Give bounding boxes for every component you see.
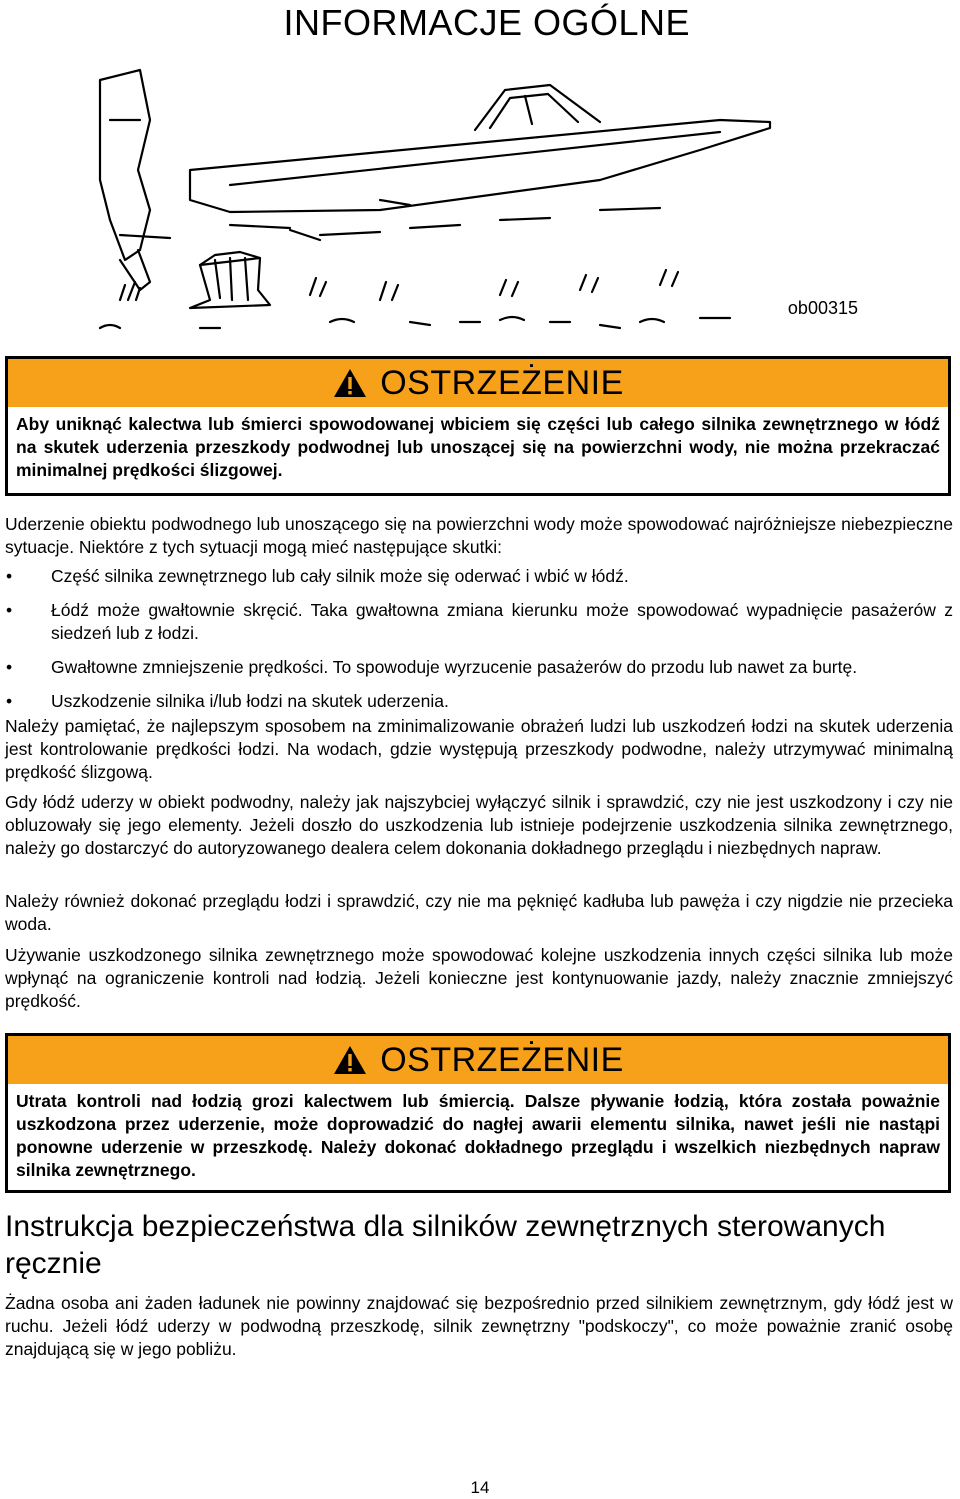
warning-heading: OSTRZEŻENIE	[380, 363, 624, 402]
consequence-list	[5, 565, 953, 724]
paragraph: Należy również dokonać przeglądu łodzi i sprawdzić, czy nie ma pęknięć kadłuba lub pawęża i czy nigdzie nie przecieka woda.	[5, 891, 953, 934]
section-heading: Instrukcja bezpieczeństwa dla silników zewnętrznych sterowanych ręcznie	[5, 1210, 886, 1280]
boat-strike-illustration	[80, 60, 800, 350]
list-item: • Część silnika zewnętrznego lub cały silnik może się oderwać i wbić w łódź.	[5, 565, 953, 588]
page-title: INFORMACJE OGÓLNE	[283, 2, 690, 43]
list-item: • Łódź może gwałtownie skręcić. Taka gwałtowna zmiana kierunku może spowodować wypadnięcie pasażerów z siedzeń lub z łodzi.	[5, 599, 953, 645]
figure-id: ob00315	[787, 298, 858, 318]
list-item: • Uszkodzenie silnika i/lub łodzi na skutek uderzenia.	[5, 690, 953, 713]
warning-box-2	[5, 1033, 951, 1193]
warning-header	[8, 1036, 948, 1084]
warning-triangle-icon	[332, 367, 368, 399]
warning-text: Utrata kontroli nad łodzią grozi kalectwem lub śmiercią. Dalsze pływanie łodzią, która została poważnie uszkodzona przez uderzenie, może doprowadzić do nagłej awarii elementu silnika, nawet jeśli nie nastąpi ponowne uderzenie w przeszkodę. Należy dokonać dokładnego przeglądu i wszelkich niezbędnych napraw silnika zewnętrznego.	[16, 1091, 940, 1180]
warning-text: Aby uniknąć kalectwa lub śmierci spowodowanej wbiciem się części lub całego silnika zewnętrznego w łódź na skutek uderzenia przeszkody podwodnej lub unoszącej się na powierzchni wody, nie można przekraczać minimalnej prędkości ślizgowej.	[16, 414, 940, 480]
list-item: • Gwałtowne zmniejszenie prędkości. To spowoduje wyrzucenie pasażerów do przodu lub nawet za burtę.	[5, 656, 953, 679]
warning-triangle-icon	[332, 1044, 368, 1076]
page-number: 14	[470, 1478, 490, 1497]
warning-header	[8, 359, 948, 407]
paragraph: Używanie uszkodzonego silnika zewnętrznego może spowodować kolejne uszkodzenia innych części silnika lub może wpłynąć na ograniczenie kontroli nad łodzią. Jeżeli konieczne jest kontynuowanie jazdy, należy znacznie zmniejszyć prędkość.	[5, 945, 953, 1011]
paragraph: Gdy łódź uderzy w obiekt podwodny, należy jak najszybciej wyłączyć silnik i sprawdzić, czy nie jest uszkodzony i czy nie obluzowały się jego elementy. Jeżeli doszło do uszkodzenia lub istnieje podejrzenie uszkodzenia silnika zewnętrznego, należy go dostarczyć do autoryzowanego dealera celem dokonania dokładnego przeglądu i niezbędnych napraw.	[5, 792, 953, 858]
warning-heading: OSTRZEŻENIE	[380, 1040, 624, 1079]
paragraph: Należy pamiętać, że najlepszym sposobem na zminimalizowanie obrażeń ludzi lub uszkodzeń łodzi na skutek uderzenia jest kontrolowanie prędkości łodzi. Na wodach, gdzie występują przeszkody podwodne, należy utrzymywać minimalną prędkość ślizgową.	[5, 716, 953, 782]
section-paragraph: Żadna osoba ani żaden ładunek nie powinny znajdować się bezpośrednio przed silnikiem zewnętrznym, gdy łódź jest w ruchu. Jeżeli łódź uderzy w podwodną przeszkodę, silnik zewnętrzny "podskoczy", co może poważnie zranić osobę znajdującą się w jego pobliżu.	[5, 1293, 953, 1359]
intro-paragraph: Uderzenie obiektu podwodnego lub unoszącego się na powierzchni wody może spowodować najróżniejsze niebezpieczne sytuacje. Niektóre z tych sytuacji mogą mieć następujące skutki:	[5, 514, 953, 557]
warning-box-1	[5, 356, 951, 496]
